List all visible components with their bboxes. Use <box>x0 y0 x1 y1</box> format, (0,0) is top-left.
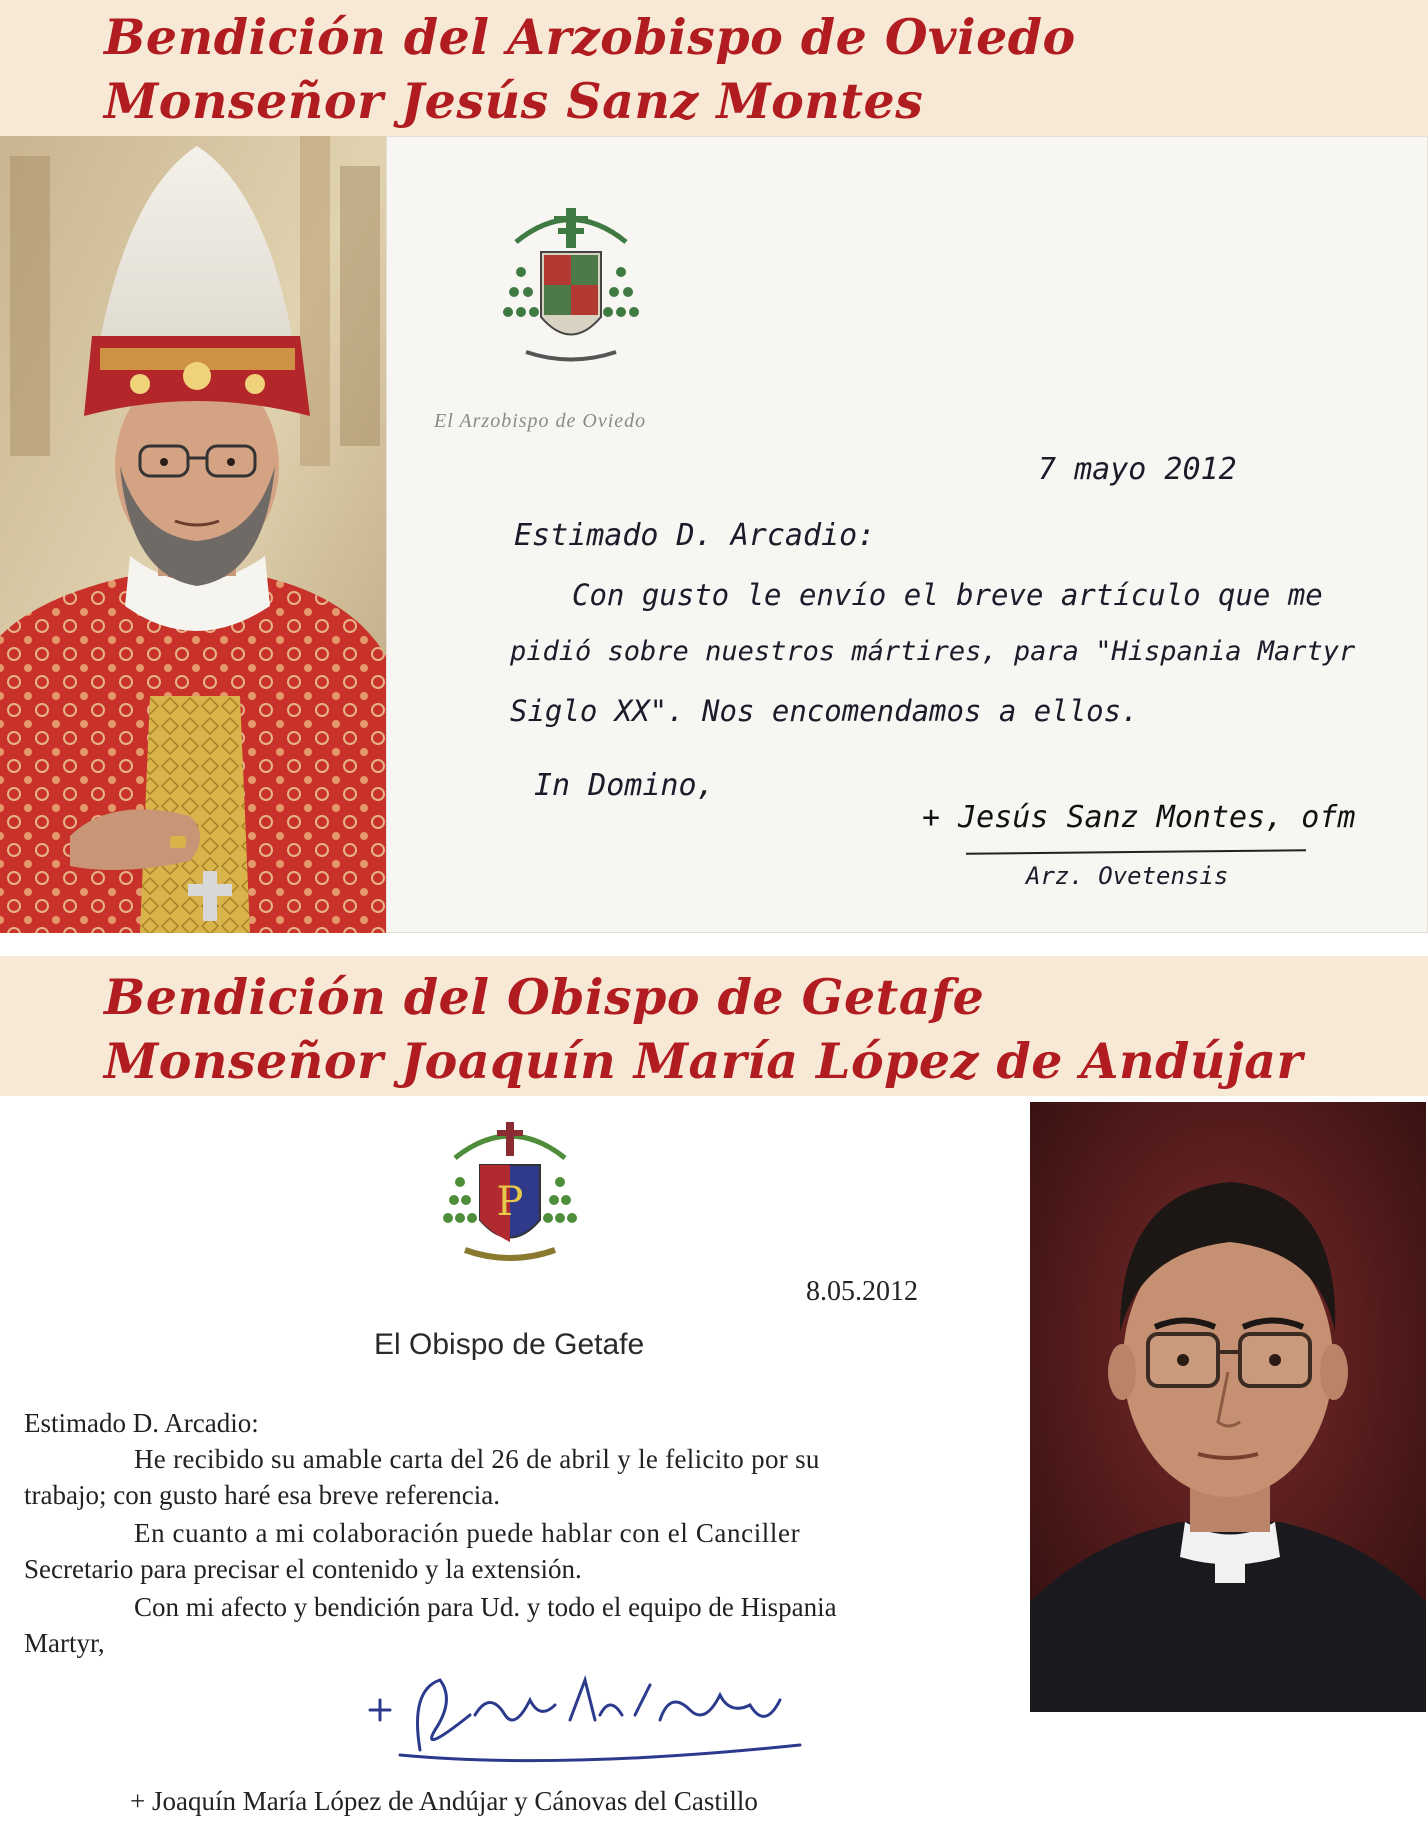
getafe-letter-p3-line2: Martyr, <box>24 1628 105 1658</box>
archbishop-oviedo-photo <box>0 136 386 933</box>
section1-title-line1: Bendición del Arzobispo de Oviedo <box>104 8 1076 66</box>
oviedo-letter <box>386 136 1428 933</box>
section2-header <box>0 956 1428 1096</box>
getafe-coat-of-arms-icon <box>440 1120 580 1270</box>
getafe-letter-signature-name: + Joaquín María López de Andújar y Cánovas del Castillo <box>130 1786 758 1816</box>
oviedo-letter-date: 7 mayo 2012 <box>1038 452 1237 487</box>
section1-header <box>0 0 1428 136</box>
section2-title-line2: Monseñor Joaquín María López de Andújar <box>104 1032 1303 1090</box>
getafe-letter-p3-line1: Con mi afecto y bendición para Ud. y todo el equipo de Hispania <box>134 1592 837 1622</box>
oviedo-letter-greeting: Estimado D. Arcadio: <box>514 518 876 553</box>
oviedo-letter-body-line3: Siglo XX". Nos encomendamos a ellos. <box>510 694 1139 728</box>
section2-title-line1: Bendición del Obispo de Getafe <box>104 968 985 1026</box>
oviedo-letter-signature-title: Arz. Ovetensis <box>1026 862 1229 890</box>
oviedo-signature-underline <box>966 849 1306 855</box>
getafe-letterhead: El Obispo de Getafe <box>374 1328 645 1361</box>
getafe-letter <box>0 1100 1012 1826</box>
oviedo-letter-closing: In Domino, <box>534 768 715 803</box>
section1-title-line2: Monseñor Jesús Sanz Montes <box>104 72 924 130</box>
getafe-letter-date: 8.05.2012 <box>806 1276 918 1307</box>
oviedo-letter-body-line2: pidió sobre nuestros mártires, para "Hispania Martyr <box>510 636 1356 667</box>
getafe-letter-p2-line1: En cuanto a mi colaboración puede hablar con el Canciller <box>134 1518 801 1548</box>
getafe-letter-p1-line1: He recibido su amable carta del 26 de abril y le felicito por su <box>134 1444 820 1474</box>
svg-text:P: P <box>496 1179 524 1225</box>
oviedo-letter-body-line1: Con gusto le envío el breve artículo que me <box>572 578 1323 612</box>
getafe-letter-p1-line2: trabajo; con gusto haré esa breve referencia. <box>24 1480 500 1510</box>
getafe-letter-greeting: Estimado D. Arcadio: <box>24 1408 259 1438</box>
oviedo-letter-signature: + Jesús Sanz Montes, ofm <box>922 800 1356 835</box>
getafe-handwritten-signature <box>360 1660 840 1770</box>
oviedo-letterhead: El Arzobispo de Oviedo <box>434 410 647 432</box>
bishop-getafe-photo <box>1030 1102 1426 1712</box>
getafe-letter-p2-line2: Secretario para precisar el contenido y la extensión. <box>24 1554 582 1584</box>
oviedo-coat-of-arms-icon <box>496 202 646 372</box>
